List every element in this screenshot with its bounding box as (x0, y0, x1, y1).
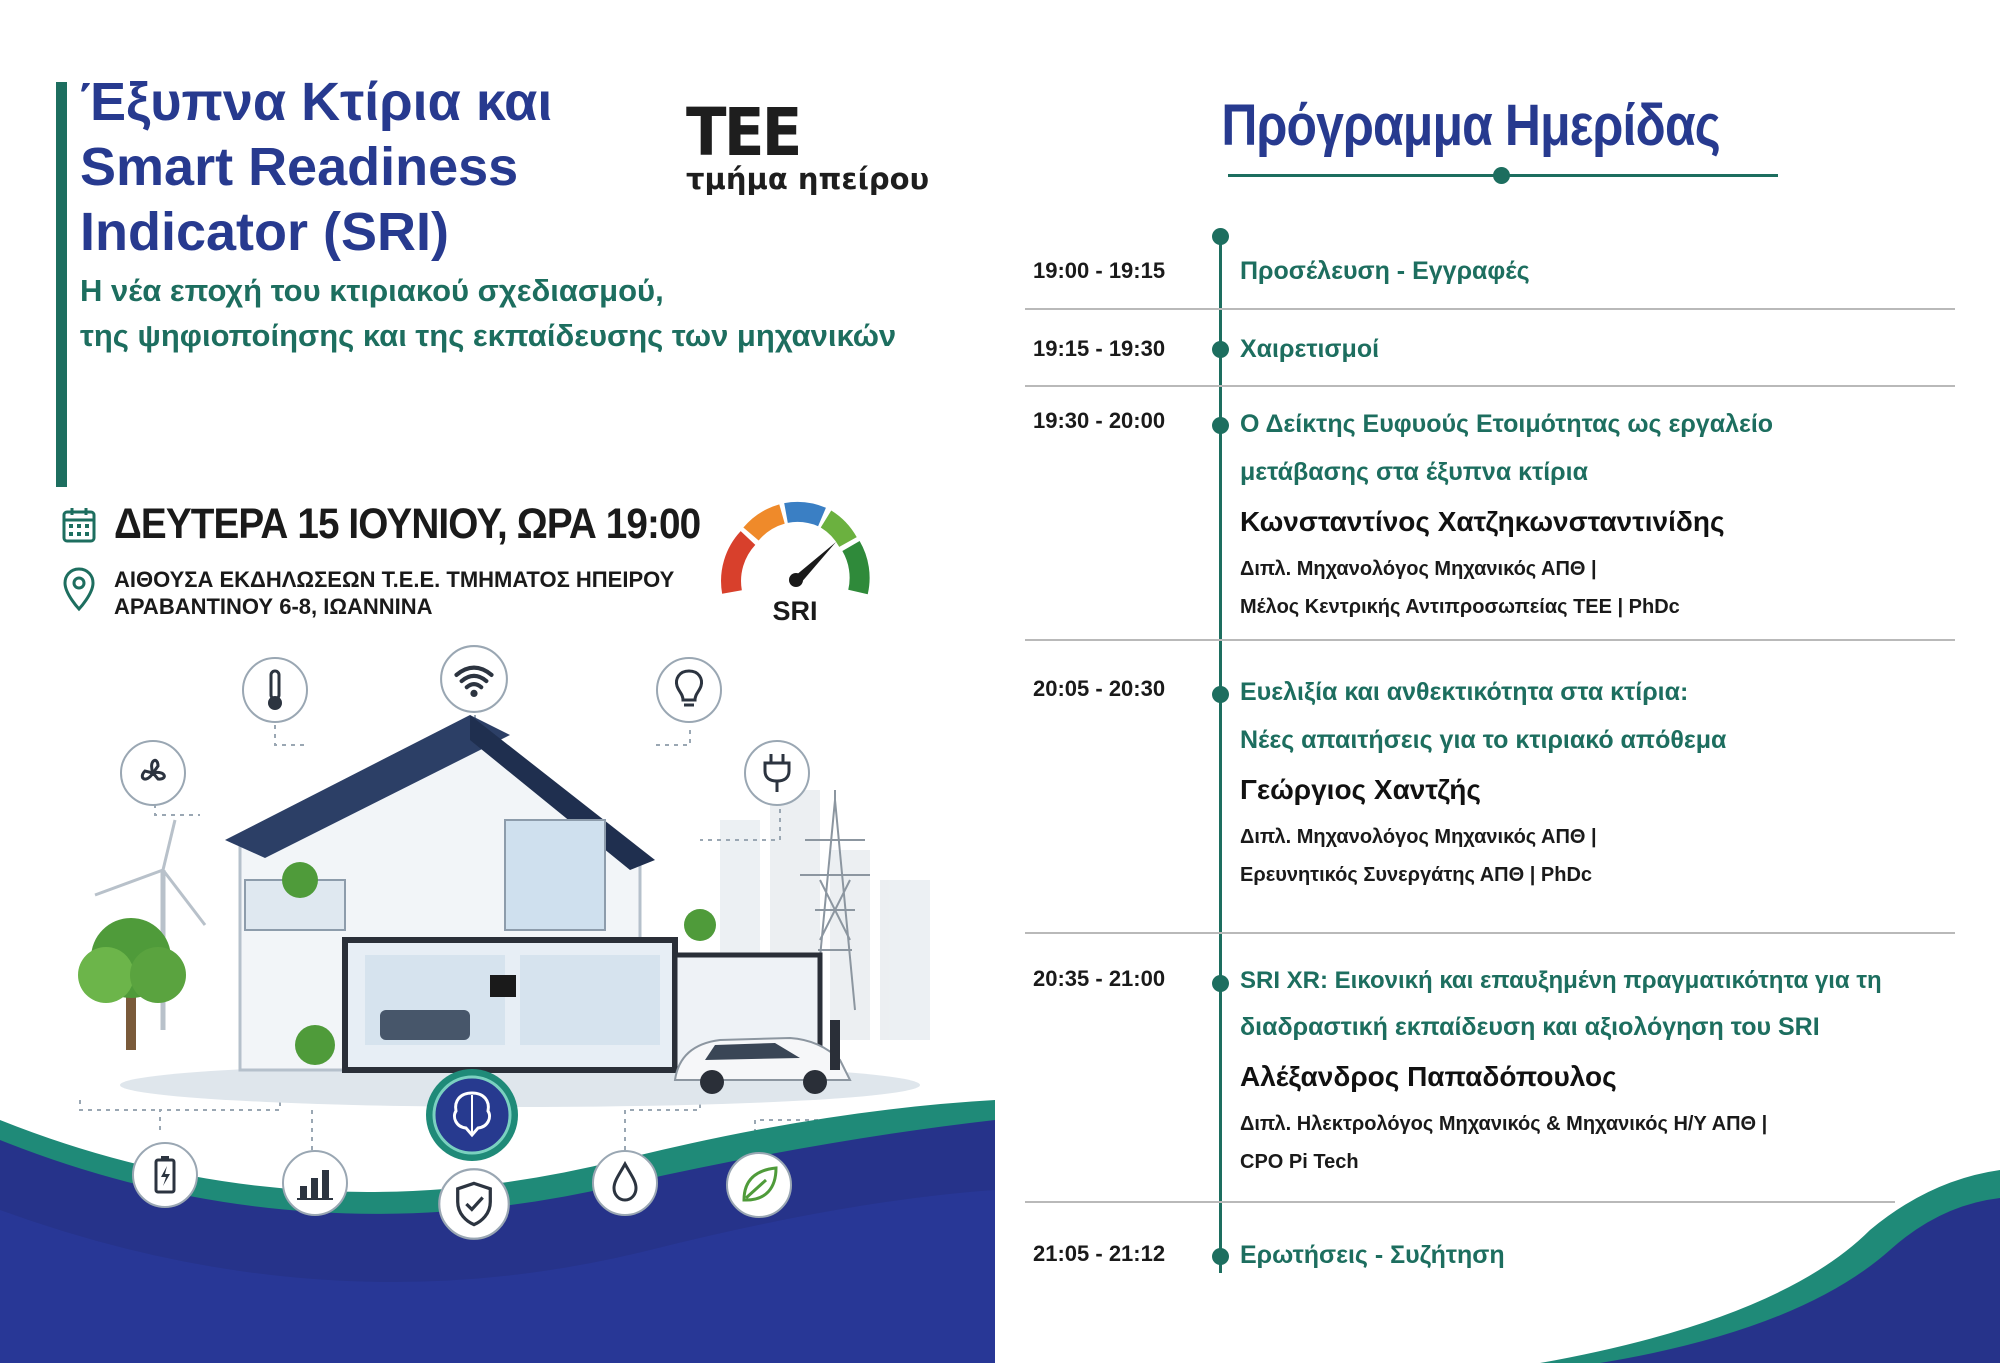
speaker-name: Γεώργιος Χαντζής (1240, 774, 1481, 805)
speaker-affiliation: Μέλος Κεντρικής Αντιπροσωπείας ΤΕΕ | PhDc (1240, 596, 1680, 618)
speaker-affiliation: Διπλ. Μηχανολόγος Μηχανικός ΑΠΘ | (1240, 826, 1597, 848)
tee-logo-subtitle: τμήμα ηπείρου (686, 162, 930, 196)
venue-line: ΑΙΘΟΥΣΑ ΕΚΔΗΛΩΣΕΩΝ Τ.Ε.Ε. ΤΜΗΜΑΤΟΣ ΗΠΕΙΡΟΥ (114, 567, 675, 592)
timeline-dot (1212, 341, 1229, 358)
event-subtitle-line: της ψηφιοποίησης και της εκπαίδευσης των μηχανικών (80, 318, 897, 353)
brain-chip-icon (422, 1065, 522, 1165)
event-title-line: Smart Readiness (80, 137, 519, 197)
slot-title: Νέες απαιτήσεις για το κτιριακό απόθεμα (1240, 726, 1727, 754)
shield-icon (436, 1166, 512, 1242)
sri-gauge-icon (720, 494, 870, 634)
event-subtitle (80, 268, 896, 358)
speaker-name: Αλέξανδρος Παπαδόπουλος (1240, 1061, 1617, 1092)
slot-time: 19:15 - 19:30 (1033, 336, 1166, 361)
program-title: Πρόγραμμα Ημερίδας (1221, 93, 1720, 158)
wifi-icon (438, 643, 510, 715)
row-divider (1025, 385, 1955, 387)
slot-time: 19:00 - 19:15 (1033, 258, 1166, 283)
slot-time: 20:05 - 20:30 (1033, 676, 1166, 701)
row-divider (1025, 308, 1955, 310)
flyer-cover (0, 0, 995, 1363)
event-date: ΔΕΥΤΕΡΑ 15 ΙΟΥΝΙΟΥ, ΩΡΑ 19:00 (114, 500, 701, 548)
slot-title: Ερωτήσεις - Συζήτηση (1240, 1241, 1505, 1269)
water-drop-icon (590, 1148, 660, 1218)
tee-logo (686, 94, 986, 200)
slot-title: Ο Δείκτης Ευφυούς Ετοιμότητας ως εργαλείο (1240, 410, 1774, 438)
event-title (80, 70, 640, 265)
speaker-name: Κωνσταντίνος Χατζηκωνσταντινίδης (1240, 506, 1725, 537)
speaker-affiliation: Ερευνητικός Συνεργάτης ΑΠΘ | PhDc (1240, 864, 1593, 886)
battery-icon (130, 1140, 200, 1210)
venue-line: ΑΡΑΒΑΝΤΙΝΟΥ 6-8, ΙΩΑΝΝΙΝΑ (114, 594, 433, 619)
timeline-dot (1212, 1248, 1229, 1265)
location-pin-icon (62, 566, 96, 612)
slot-title: Χαιρετισμοί (1240, 335, 1380, 363)
tee-logo-mark: TEE (686, 94, 800, 171)
thermometer-icon (240, 655, 310, 725)
timeline-dot (1212, 975, 1229, 992)
program-page (995, 0, 2000, 1363)
leaf-icon (724, 1150, 794, 1220)
speaker-affiliation: Διπλ. Μηχανολόγος Μηχανικός ΑΠΘ | (1240, 558, 1597, 580)
lightbulb-icon (654, 655, 724, 725)
slot-title: Ευελιξία και ανθεκτικότητα στα κτίρια: (1240, 678, 1689, 706)
slot-title: SRI XR: Εικονική και επαυξημένη πραγματικότητα για τη (1240, 967, 1882, 994)
venue-address (114, 566, 674, 620)
slot-time: 21:05 - 21:12 (1033, 1241, 1166, 1266)
timeline-dot (1212, 686, 1229, 703)
fan-icon (118, 738, 188, 808)
slot-title: Προσέλευση - Εγγραφές (1240, 257, 1530, 285)
event-title-line: Έξυπνα Κτίρια και (80, 72, 553, 132)
bar-chart-icon (280, 1148, 350, 1218)
gauge-label: SRI (772, 596, 818, 626)
speaker-affiliation: CPO Pi Tech (1240, 1151, 1359, 1173)
timeline-line (1219, 235, 1222, 1273)
corner-wave (1540, 1170, 2000, 1363)
venue-row (62, 566, 674, 620)
slot-title: διαδραστική εκπαίδευση και αξιολόγηση του SRI (1240, 1013, 1820, 1041)
event-date-row (62, 500, 765, 549)
slot-time: 20:35 - 21:00 (1033, 966, 1166, 991)
title-divider-dot (1493, 167, 1510, 184)
slot-time: 19:30 - 20:00 (1033, 408, 1166, 433)
event-title-line: Indicator (SRI) (80, 202, 450, 262)
speaker-affiliation: Διπλ. Ηλεκτρολόγος Μηχανικός & Μηχανικός Η/Υ ΑΠΘ | (1240, 1113, 1768, 1135)
timeline-dot (1212, 417, 1229, 434)
accent-bar (56, 82, 67, 487)
row-divider (1025, 932, 1955, 934)
row-divider (1025, 639, 1955, 641)
event-subtitle-line: Η νέα εποχή του κτιριακού σχεδιασμού, (80, 273, 664, 308)
slot-title: μετάβασης στα έξυπνα κτίρια (1240, 458, 1588, 486)
plug-icon (742, 738, 812, 808)
timeline-dot (1212, 228, 1229, 245)
calendar-icon (62, 507, 96, 543)
